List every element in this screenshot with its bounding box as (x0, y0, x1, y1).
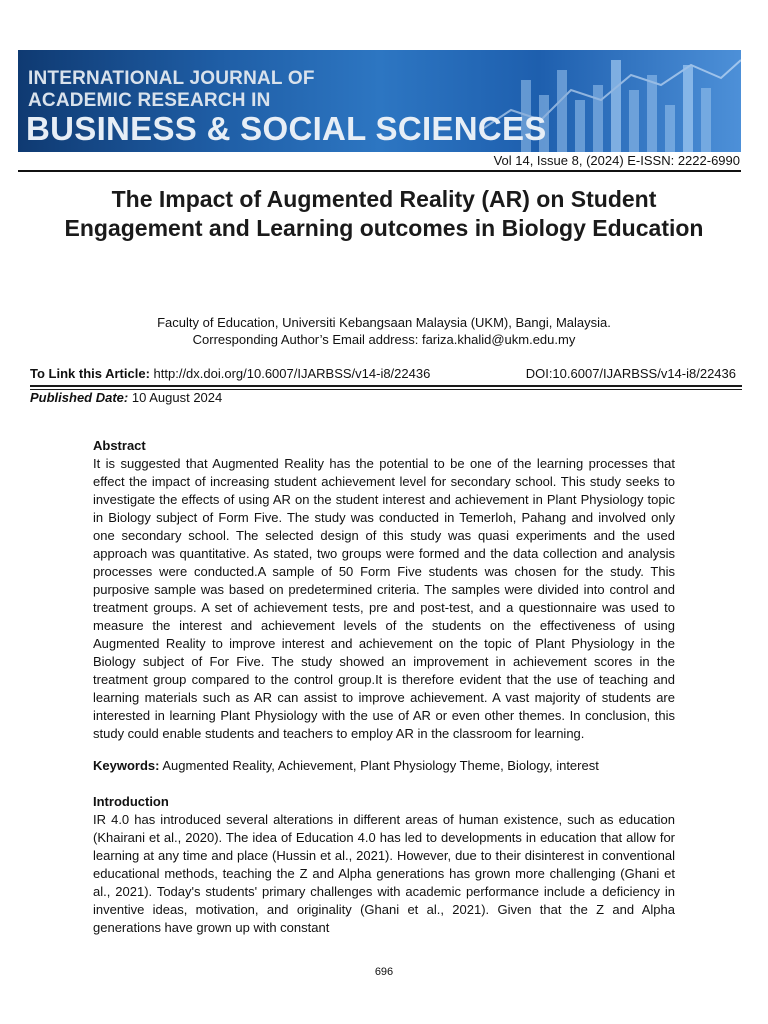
keywords-label: Keywords: (93, 758, 160, 773)
article-link-row (30, 366, 736, 381)
keywords-row (93, 757, 675, 775)
link-url[interactable]: http://dx.doi.org/10.6007/IJARBSS/v14-i8/22436 (153, 366, 431, 381)
issue-info: Vol 14, Issue 8, (2024) E-ISSN: 2222-6990 (493, 153, 740, 168)
introduction-heading: Introduction (93, 794, 169, 809)
corresponding-author: Corresponding Author’s Email address: fariza.khalid@ukm.edu.my (192, 332, 576, 347)
keywords-list: Augmented Reality, Achievement, Plant Physiology Theme, Biology, interest (162, 758, 599, 773)
article-link (30, 366, 430, 381)
published-label: Published Date: (30, 390, 129, 405)
link-label: To Link this Article: (30, 366, 150, 381)
journal-name-line1: INTERNATIONAL JOURNAL OF (28, 68, 315, 89)
published-date: 10 August 2024 (131, 390, 223, 405)
abstract-text: It is suggested that Augmented Reality has the potential to be one of the learning processes that effect the impact of increasing student achievement level for secondary school. This study seeks to investigate the effects of using AR on the student interest and achievement in Plant Physiology topic in Biology subject of Form Five. The study was conducted in Temerloh, Pahang and involved only one secondary school. The selected design of this study was quasi experiments and the used approach was quantitative. As stated, two groups were formed and the data collection and analysis processes were conducted.A sample of 50 Form Five students was chosen for the study. This purposive sample was based on predetermined criteria. The samples were divided into control and treatment groups. A set of achievement tests, pre and post-test, and a questionnaire was used to measure the interest and achievement levels of the students on the effectiveness of using Augmented Reality to improve interest and achievement on the topic of Plant Physiology in the Biology subject of For Five. The study showed an improvement in achievement scores in the treatment group compared to the control group.It is therefore evident that the use of teaching and learning materials such as AR can assist to improve achievement. A vast majority of students are interested in learning Plant Physiology with the use of AR or even other themes. In conclusion, this study could enable students and teachers to employ AR in the classroom for learning. (93, 456, 675, 741)
header-divider (18, 170, 741, 172)
affiliation-block (40, 314, 728, 348)
affiliation: Faculty of Education, Universiti Kebangsaan Malaysia (UKM), Bangi, Malaysia. (157, 315, 611, 330)
page-number: 696 (374, 966, 394, 978)
introduction-text: IR 4.0 has introduced several alterations in different areas of human existence, such as education (Khairani et al., 2020). The idea of Education 4.0 has led to developments in education that allow for learning at any time and place (Hussin et al., 2021). However, due to their disinterest in conventional educational methods, teaching the Z and Alpha generations has grown more challenging (Ghani et al., 2021). Today's students' primary challenges with academic performance include a deficiency in inventive ideas, motivation, and originality (Ghani et al., 2021). Given that the Z and Alpha generations have grown up with constant (93, 812, 675, 935)
link-divider-thick (30, 385, 742, 387)
doi: DOI:10.6007/IJARBSS/v14-i8/22436 (525, 366, 736, 381)
published-date-row (30, 390, 222, 405)
article-title: The Impact of Augmented Reality (AR) on Student Engagement and Learning outcomes in Biology Education (64, 186, 704, 241)
journal-name-line3: BUSINESS & SOCIAL SCIENCES (26, 110, 547, 147)
abstract-heading: Abstract (93, 438, 146, 453)
journal-name-line2: ACADEMIC RESEARCH IN (28, 90, 271, 111)
journal-banner (18, 50, 741, 152)
